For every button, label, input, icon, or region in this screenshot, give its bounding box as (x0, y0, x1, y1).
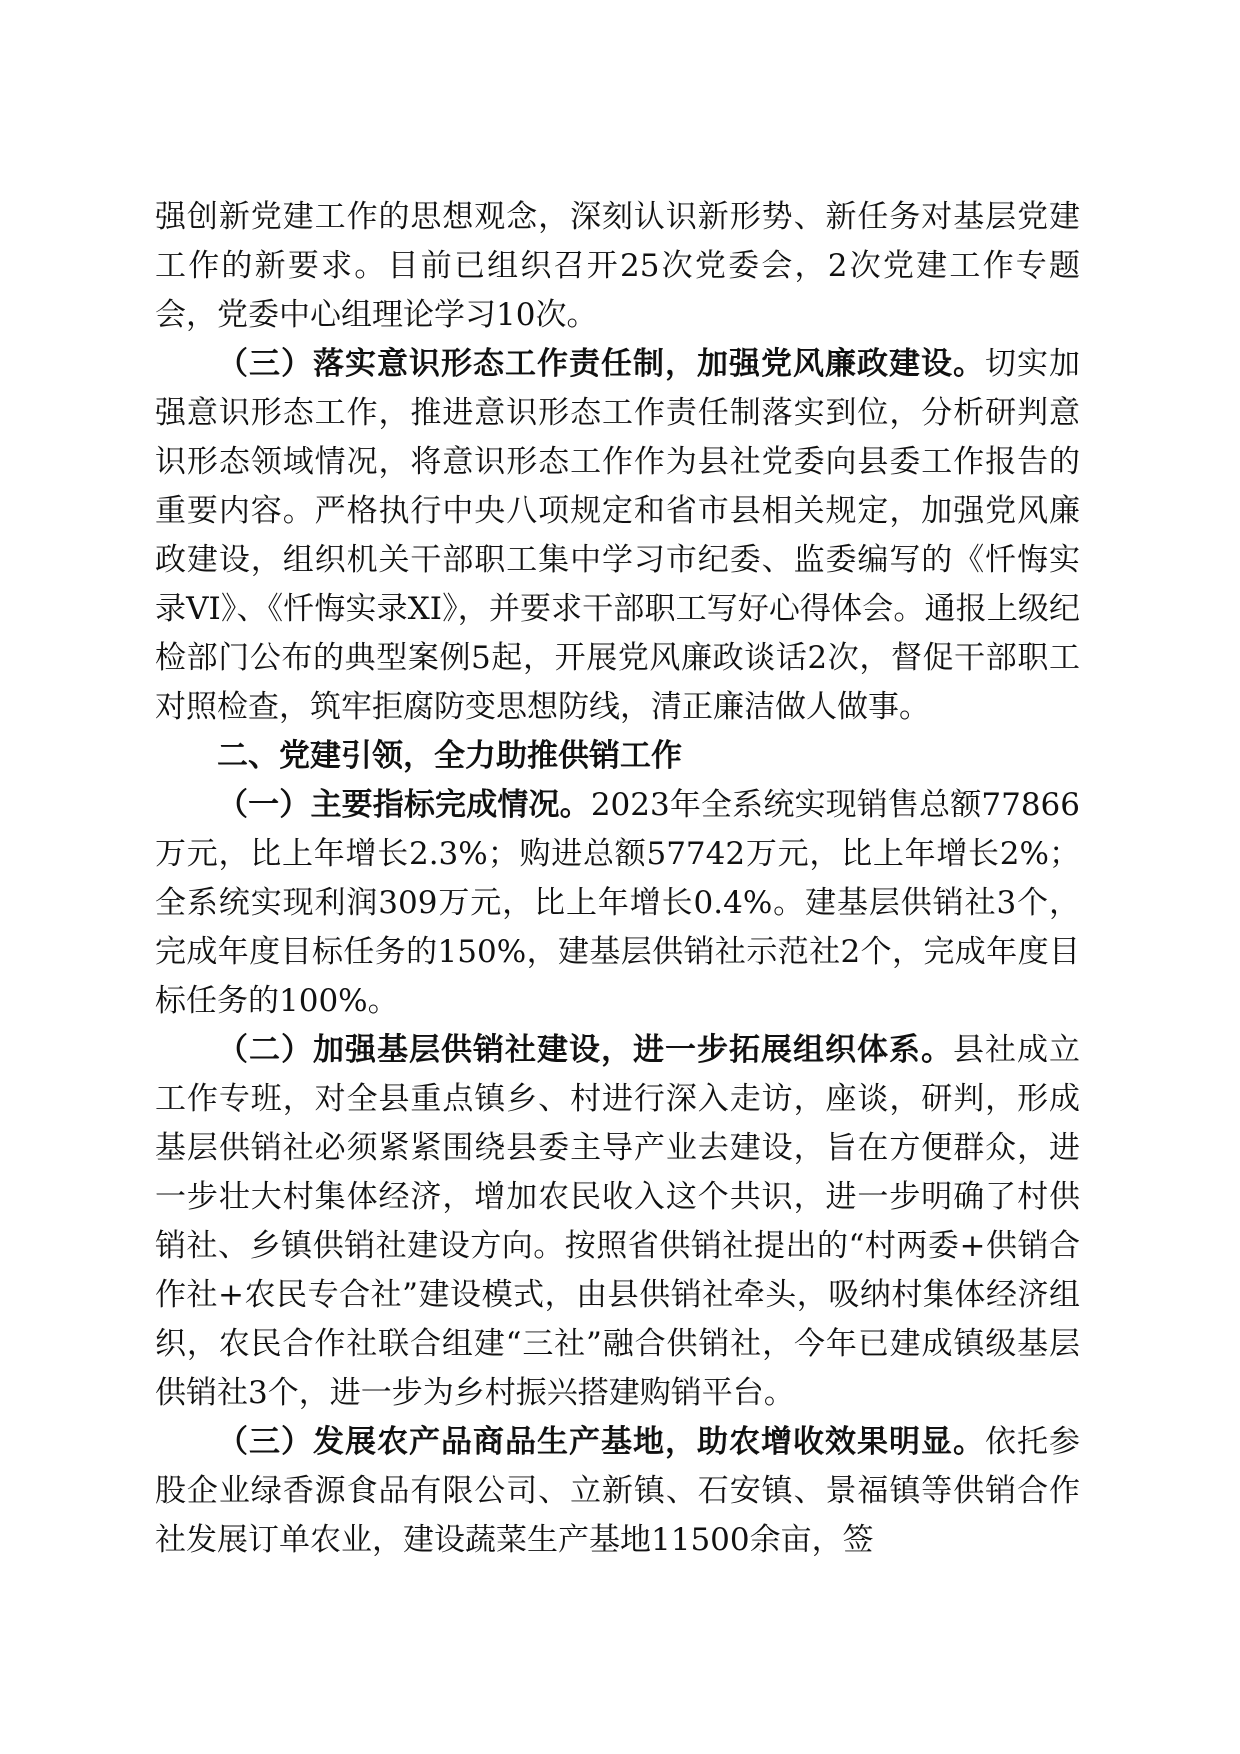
paragraph-continued (155, 193, 1080, 340)
paragraph-section2-item-1 (155, 781, 1080, 1026)
paragraph-text: 县社成立工作专班，对全县重点镇乡、村进行深入走访，座谈，研判，形成基层供销社必须紧紧围绕县委主导产业去建设，旨在方便群众，进一步壮大村集体经济，增加农民收入这个共识，进一步明确了村供销社、乡镇供销社建设方向。按照省供销社提出的“村两委+供销合作社+农民专合社”建设模式，由县供销社牵头，吸纳村集体经济组织，农民合作社联合组建“三社”融合供销社，今年已建成镇级基层供销社3个，进一步为乡村振兴搭建购销平台。 (155, 1032, 1080, 1411)
paragraph-lead: （二）加强基层供销社建设，进一步拓展组织体系。 (217, 1032, 953, 1068)
paragraph-text: 依托参股企业绿香源食品有限公司、立新镇、石安镇、景福镇等供销合作社发展订单农业，建设蔬菜生产基地11500余亩，签 (155, 1424, 1080, 1558)
section-heading: 二、党建引领，全力助推供销工作 (217, 738, 682, 774)
paragraph-lead: （一）主要指标完成情况。 (217, 787, 591, 823)
paragraph-text: 强创新党建工作的思想观念，深刻认识新形势、新任务对基层党建工作的新要求。目前已组织召开25次党委会，2次党建工作专题会，党委中心组理论学习10次。 (155, 199, 1080, 333)
paragraph-section2-item-2 (155, 1026, 1080, 1418)
paragraph-lead: （三）发展农产品商品生产基地，助农增收效果明显。 (217, 1424, 985, 1460)
paragraph-item-3 (155, 340, 1080, 732)
paragraph-lead: （三）落实意识形态工作责任制，加强党风廉政建设。 (217, 346, 985, 382)
paragraph-text: 2023年全系统实现销售总额77866万元，比上年增长2.3%；购进总额57742万元，比上年增长2%；全系统实现利润309万元，比上年增长0.4%。建基层供销社3个，完成年度目标任务的150%，建基层供销社示范社2个，完成年度目标任务的100%。 (155, 787, 1081, 1019)
paragraph-text: 切实加强意识形态工作，推进意识形态工作责任制落实到位，分析研判意识形态领域情况，将意识形态工作作为县社党委向县委工作报告的重要内容。严格执行中央八项规定和省市县相关规定，加强党风廉政建设，组织机关干部职工集中学习市纪委、监委编写的《忏悔实录VI》、《忏悔实录XI》，并要求干部职工写好心得体会。通报上级纪检部门公布的典型案例5起，开展党风廉政谈话2次，督促干部职工对照检查，筑牢拒腐防变思想防线，清正廉洁做人做事。 (155, 346, 1080, 725)
paragraph-section2-item-3 (155, 1418, 1080, 1565)
body-text (155, 193, 1080, 1565)
